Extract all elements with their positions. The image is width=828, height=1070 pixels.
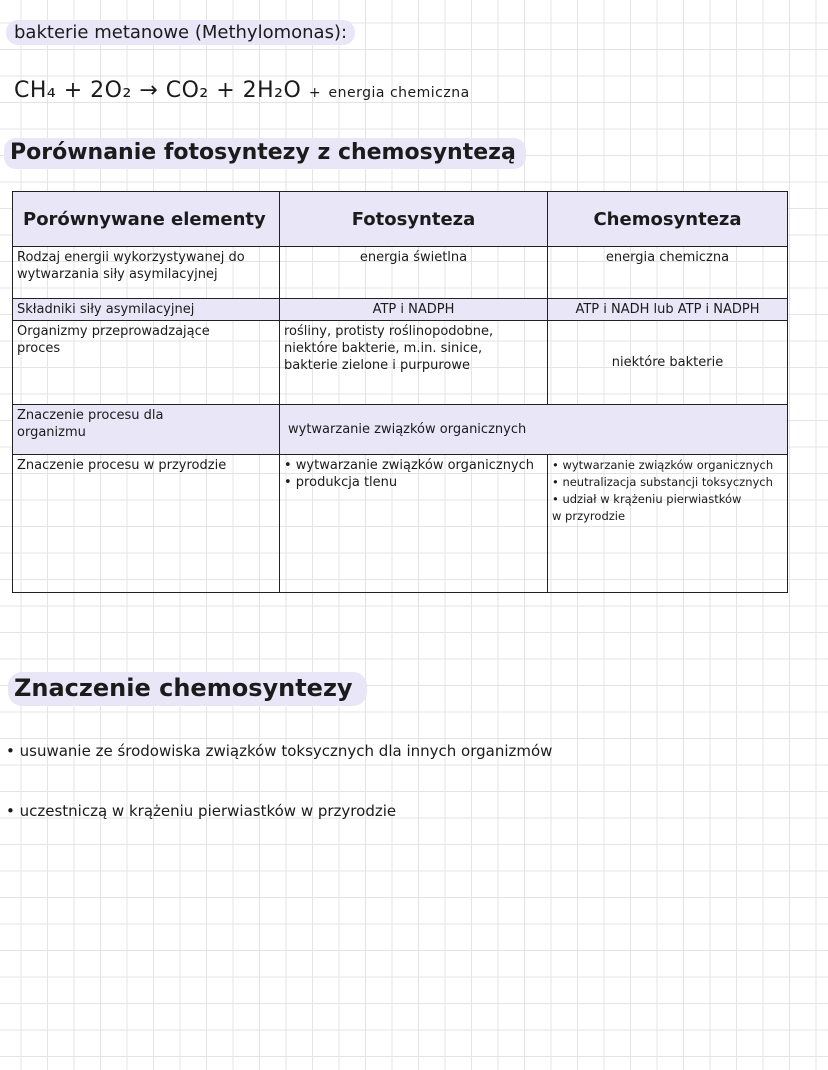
row-label [13,455,280,593]
cell-line: w przyrodzie [552,509,626,523]
cell-line: • neutralizacja substancji toksycznych [552,475,773,489]
cell-line: energia świetlna [359,250,468,265]
table-row [13,321,788,405]
cell-line: ATP i NADPH [372,302,455,317]
list-item: • uczestniczą w krążeniu pierwiastków w przyrodzie [6,802,397,820]
photosynthesis-cell [280,299,548,321]
comparison-table [12,191,788,593]
row-label-line: Znaczenie procesu dla [17,408,164,423]
equation-energy: energia chemiczna [328,85,470,101]
row-label [13,247,280,299]
cell-line: energia chemiczna [605,250,730,265]
cell-line: • wytwarzanie związków organicznych [552,458,774,472]
table-header-row [13,192,788,247]
row-label-line: wytwarzania siły asymilacyjnej [17,267,218,282]
row-label-line: proces [17,341,61,356]
bacteria-line-text: bakterie metanowe (Methylomonas): [6,20,355,45]
table-row [13,455,788,593]
header-chemosynthesis: Chemosynteza [548,192,788,247]
photosynthesis-cell [280,455,548,593]
chemosynthesis-cell [548,247,788,299]
photosynthesis-cell [280,321,548,405]
cell-line: wytwarzanie związków organicznych [288,422,527,437]
row-label-line: Organizmy przeprowadzające [17,324,210,339]
importance-title [8,672,367,706]
chemosynthesis-cell [548,321,788,405]
shared-importance-cell [280,405,788,455]
cell-line: • udział w krążeniu pierwiastków [552,492,742,506]
equation-arrow: → [139,78,159,103]
cell-line: niektóre bakterie [611,355,724,370]
row-label-line: Znaczenie procesu w przyrodzie [17,458,227,473]
equation-reactants: CH₄ + 2O₂ [14,78,132,103]
importance-title-text: Znaczenie chemosyntezy [8,672,367,706]
cell-line: rośliny, protisty roślinopodobne, [284,324,494,339]
table-row [13,405,788,455]
chemosynthesis-cell [548,455,788,593]
table-row [13,247,788,299]
cell-line: niektóre bakterie, m.in. sinice, [284,341,483,356]
photosynthesis-cell [280,247,548,299]
row-label-line: Rodzaj energii wykorzystywanej do [17,250,245,265]
cell-line: bakterie zielone i purpurowe [284,358,471,373]
row-label-line: organizmu [17,425,86,440]
comparison-title [4,138,526,169]
chemical-equation [14,78,470,103]
list-item: • usuwanie ze środowiska związków toksycznych dla innych organizmów [6,742,553,760]
cell-line: ATP i NADH lub ATP i NADPH [575,302,760,317]
cell-line: • wytwarzanie związków organicznych [284,458,535,473]
chemosynthesis-cell [548,299,788,321]
row-label [13,299,280,321]
table-row [13,299,788,321]
comparison-title-text: Porównanie fotosyntezy z chemosyntezą [4,138,526,169]
header-elements: Porównywane elementy [13,192,280,247]
cell-line: • produkcja tlenu [284,475,398,490]
row-label [13,405,280,455]
equation-products: CO₂ + 2H₂O [165,78,302,103]
header-photosynthesis: Fotosynteza [280,192,548,247]
equation-plus: + [308,85,322,101]
row-label-line: Składniki siły asymilacyjnej [17,302,195,317]
row-label [13,321,280,405]
bacteria-line [6,20,355,45]
